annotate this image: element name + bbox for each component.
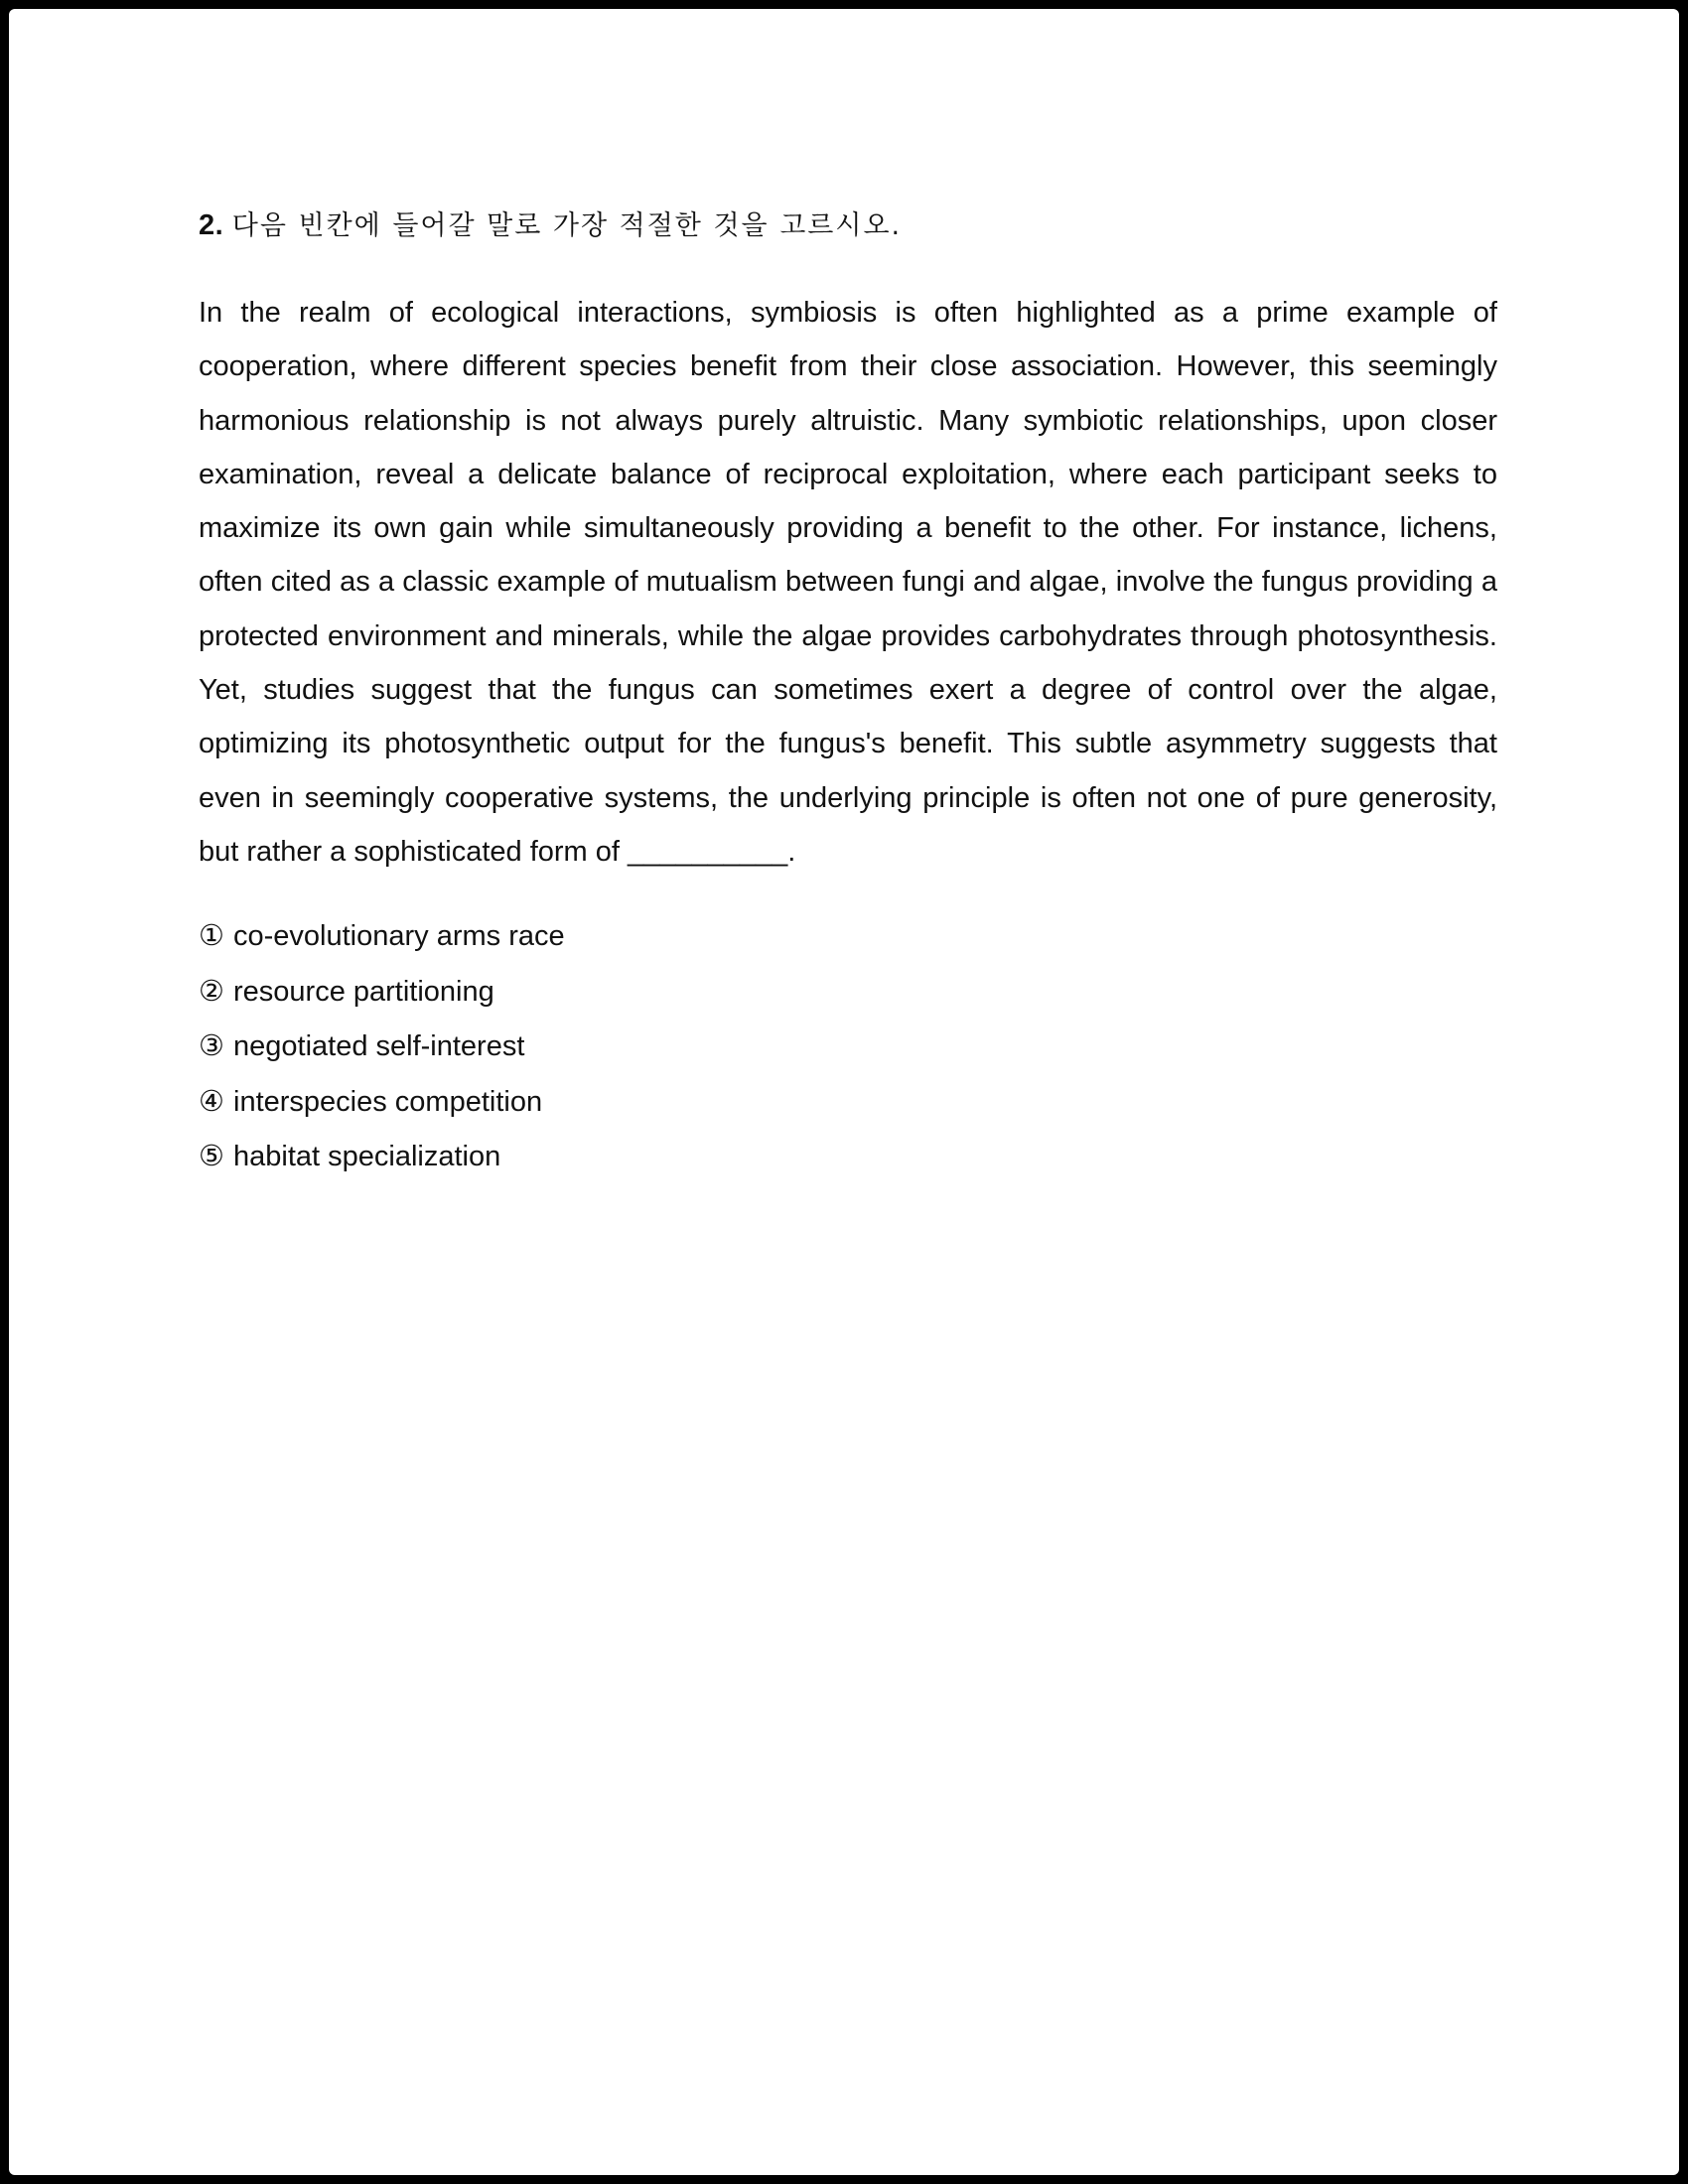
choice-text: interspecies competition <box>233 1085 543 1118</box>
choice-item[interactable] <box>199 964 1497 1020</box>
question-header <box>199 204 1497 248</box>
choice-item[interactable] <box>199 1074 1497 1130</box>
choice-marker: ④ <box>199 1083 224 1118</box>
choice-marker: ① <box>199 918 224 953</box>
choice-marker: ⑤ <box>199 1139 224 1173</box>
choice-text: negotiated self-interest <box>233 1030 525 1063</box>
choice-text: habitat specialization <box>233 1141 501 1173</box>
document-page <box>9 9 1679 2175</box>
choice-item[interactable] <box>199 1019 1497 1074</box>
answer-choices <box>199 908 1497 1184</box>
question-number: 2. <box>199 209 224 241</box>
choice-text: co-evolutionary arms race <box>233 920 565 953</box>
choice-marker: ② <box>199 973 224 1008</box>
question-block <box>199 204 1497 1184</box>
choice-text: resource partitioning <box>233 975 494 1008</box>
choice-marker: ③ <box>199 1028 224 1063</box>
question-prompt: 다음 빈칸에 들어갈 말로 가장 적절한 것을 고르시오. <box>231 210 903 241</box>
choice-item[interactable] <box>199 908 1497 964</box>
passage-text: In the realm of ecological interactions, symbiosis is often highlighted as a prime example of cooperation, where different species benefit from their close association. However, this seemingly harmonious relationship is not always purely altruistic. Many symbiotic relationships, upon closer examination, reveal a delicate balance of reciprocal exploitation, where each participant seeks to maximize its own gain while simultaneously providing a benefit to the other. For instance, lichens, often cited as a classic example of mutualism between fungi and algae, involve the fungus providing a protected environment and minerals, while the algae provides carbohydrates through photosynthesis. Yet, studies suggest that the fungus can sometimes exert a degree of control over the algae, optimizing its photosynthetic output for the fungus's benefit. This subtle asymmetry suggests that even in seemingly cooperative systems, the underlying principle is often not one of pure generosity, but rather a sophisticated form of __________. <box>199 297 1497 868</box>
choice-item[interactable] <box>199 1129 1497 1184</box>
